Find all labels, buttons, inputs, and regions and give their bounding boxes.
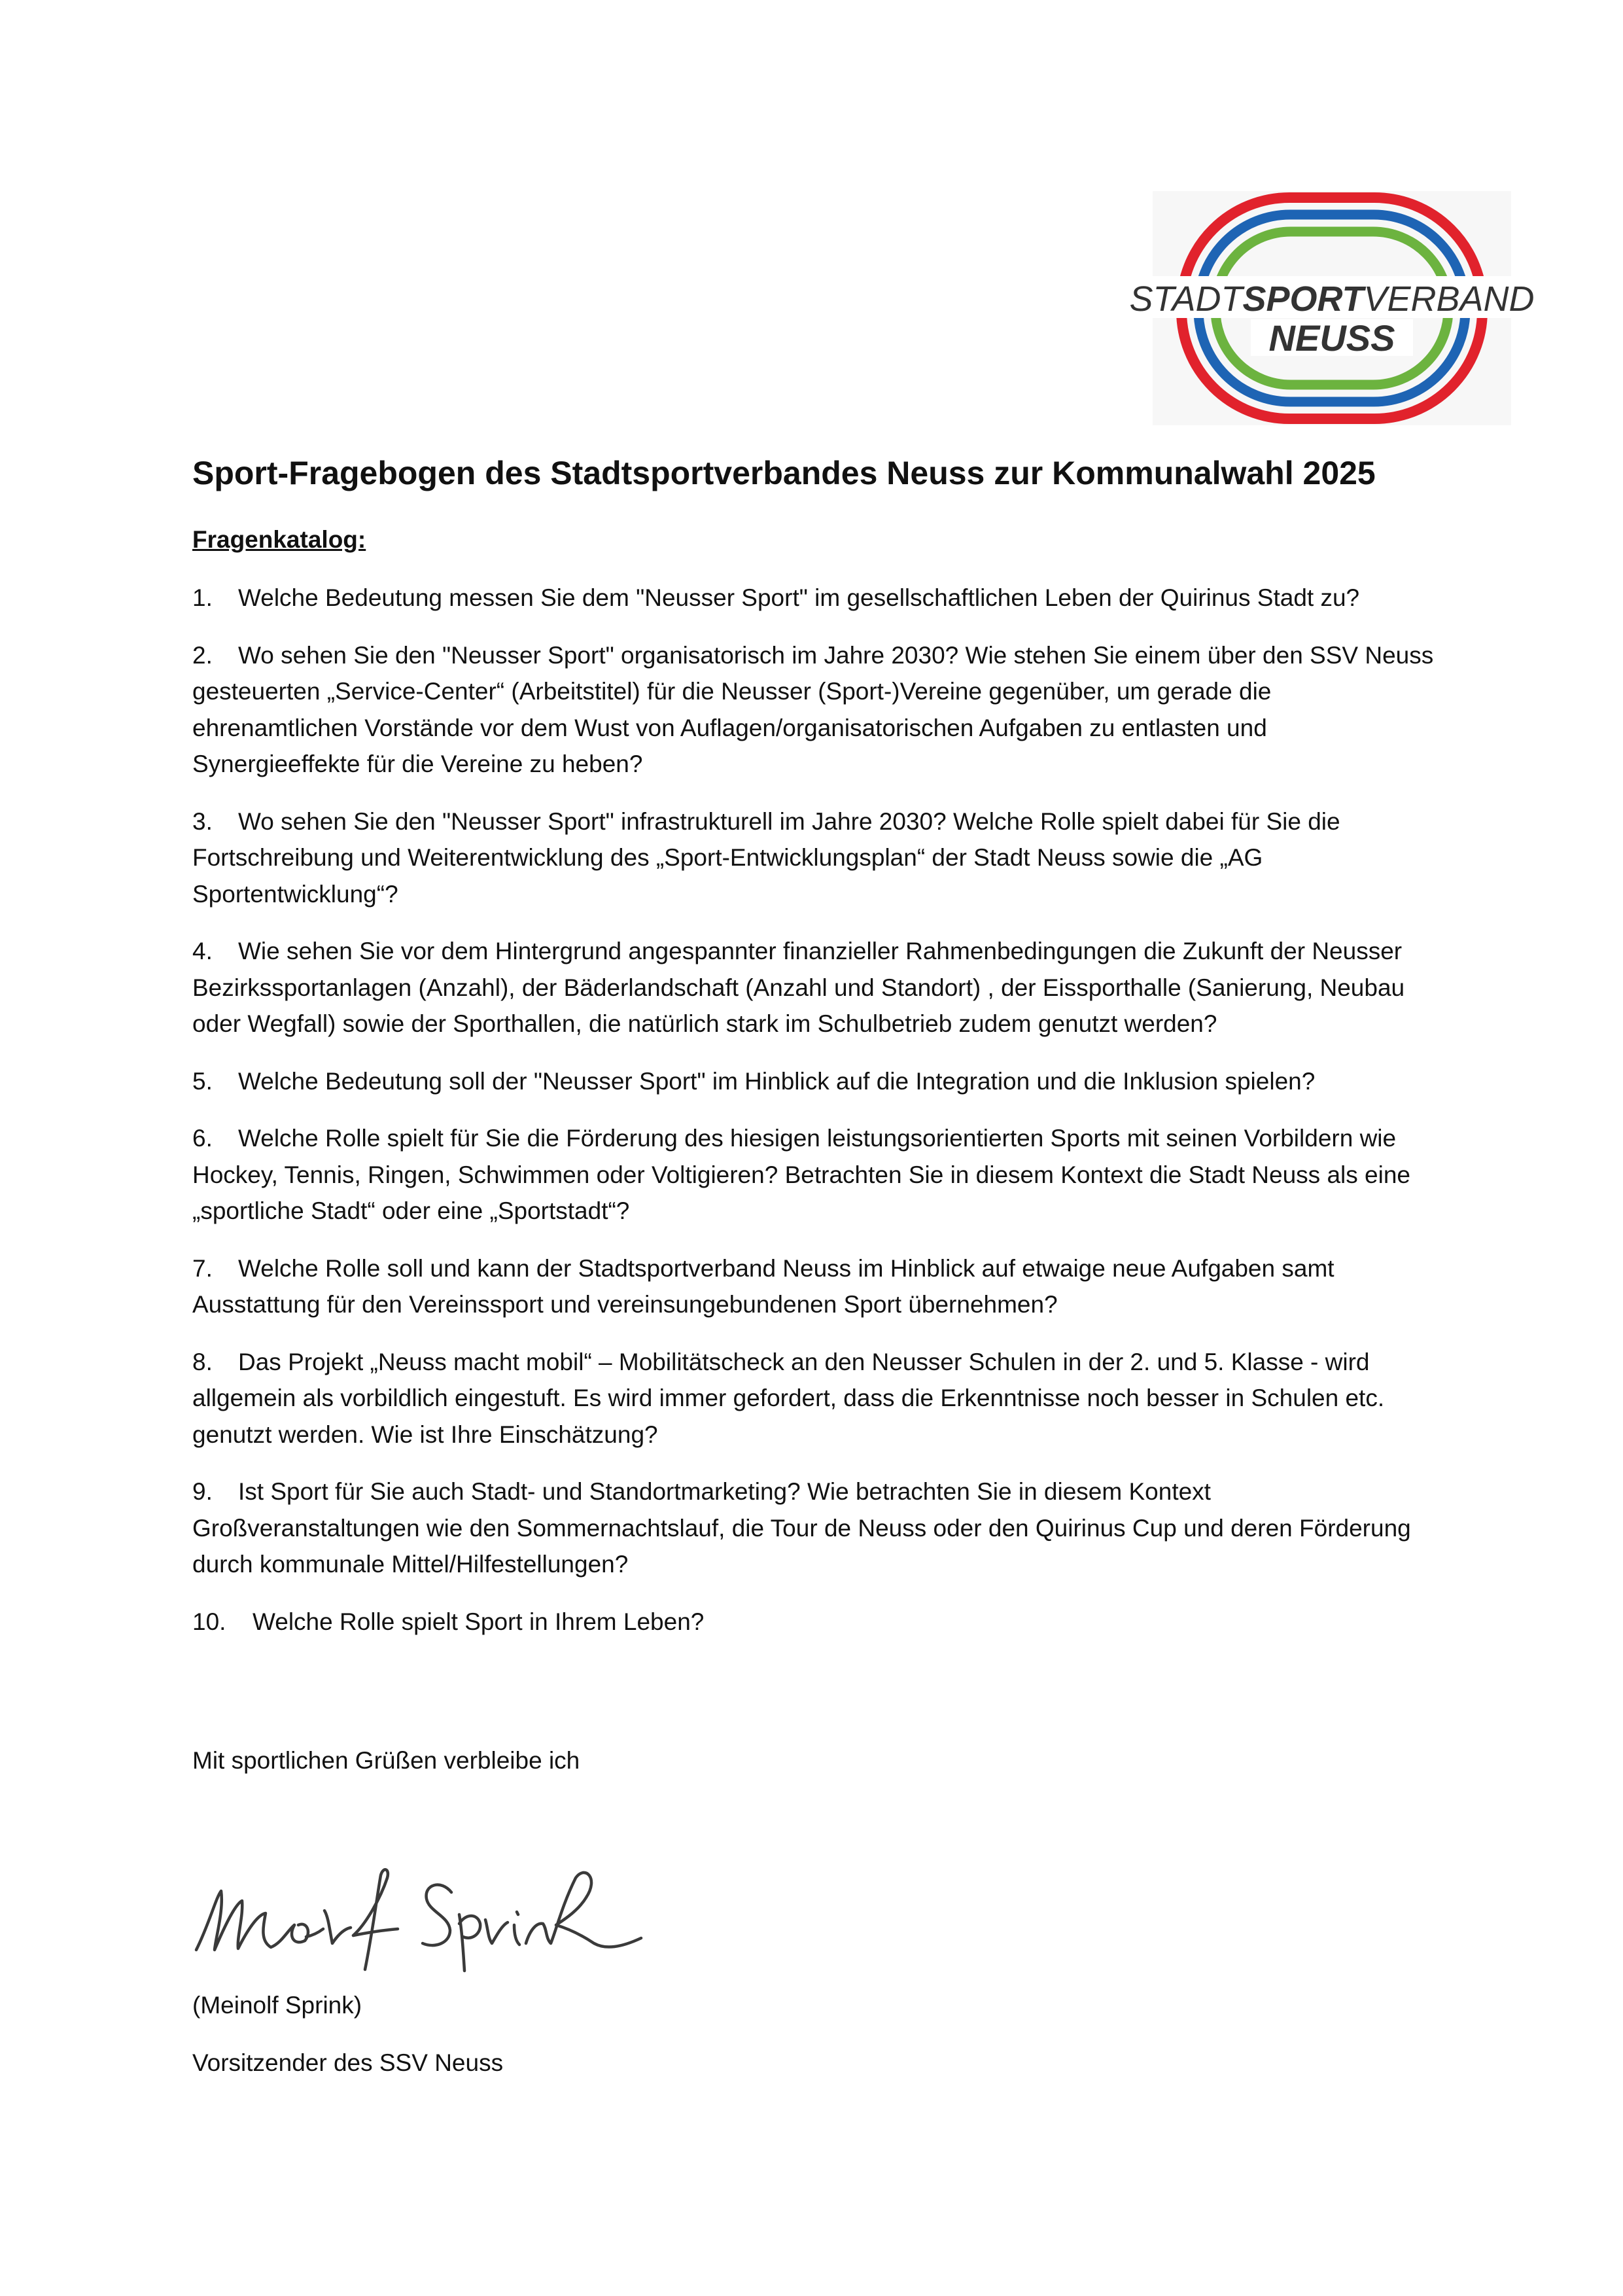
- section-heading: Fragenkatalog:: [192, 526, 366, 553]
- handwritten-signature: [190, 1852, 674, 1983]
- question-item: [192, 637, 1439, 783]
- question-item: [192, 1120, 1439, 1229]
- question-number: 9.: [192, 1478, 213, 1505]
- question-number: 3.: [192, 807, 213, 835]
- question-item: [192, 1474, 1439, 1583]
- question-item: [192, 1344, 1439, 1453]
- stadtsportverband-neuss-logo: [1129, 191, 1535, 425]
- question-item: [192, 580, 1439, 616]
- question-text: Welche Bedeutung soll der "Neusser Sport" im Hinblick auf die Integration und die Inklusion spielen?: [238, 1067, 1316, 1095]
- question-number: 4.: [192, 938, 213, 964]
- signer-name: (Meinolf Sprink): [192, 1992, 362, 2019]
- logo-line2: NEUSS: [1268, 317, 1395, 359]
- signer-role: Vorsitzender des SSV Neuss: [192, 2049, 504, 2076]
- question-text: Wie sehen Sie vor dem Hintergrund angespannter finanzieller Rahmenbedingungen die Zukunft der Neusser Bezirkssportanlagen (Anzahl), der Bäderlandschaft (Anzahl und Standort) , der Eissporthalle (Sanierung, Neubau oder Wegfall) sowie der Sporthallen, die natürlich stark im Schulbetrieb zudem genutzt werden?: [192, 938, 1405, 1037]
- closing-greeting: Mit sportlichen Grüßen verbleibe ich: [192, 1747, 580, 1774]
- question-text: Wo sehen Sie den "Neusser Sport" infrastrukturell im Jahre 2030? Welche Rolle spielt dabei für Sie die Fortschreibung und Weiterentwicklung des „Sport-Entwicklungsplan“ der Stadt Neuss sowie die „AG Sportentwicklung“?: [192, 807, 1340, 908]
- question-item: [192, 804, 1439, 913]
- question-item: [192, 1063, 1439, 1100]
- question-item: [192, 1604, 1439, 1640]
- question-number: 10.: [192, 1608, 226, 1635]
- logo-line1: STADTSPORTVERBAND: [1129, 279, 1535, 319]
- question-text: Welche Rolle soll und kann der Stadtsportverband Neuss im Hinblick auf etwaige neue Aufgaben samt Ausstattung für den Vereinssport und vereinsungebundenen Sport übernehmen?: [192, 1254, 1335, 1318]
- question-number: 7.: [192, 1254, 213, 1282]
- question-number: 2.: [192, 641, 213, 669]
- question-text: Das Projekt „Neuss macht mobil“ – Mobilitätscheck an den Neusser Schulen in der 2. und 5. Klasse - wird allgemein als vorbildlich eingestuft. Es wird immer gefordert, dass die Erkenntnisse noch besser in Schulen etc. genutzt werden. Wie ist Ihre Einschätzung?: [192, 1348, 1385, 1448]
- question-text: Welche Rolle spielt für Sie die Förderung des hiesigen leistungsorientierten Sports mit seinen Vorbildern wie Hockey, Tennis, Ringen, Schwimmen oder Voltigieren? Betrachten Sie in diesem Kontext die Stadt Neuss als eine „sportliche Stadt“ oder eine „Sportstadt“?: [192, 1125, 1410, 1224]
- question-text: Welche Rolle spielt Sport in Ihrem Leben?: [253, 1608, 705, 1635]
- question-text: Wo sehen Sie den "Neusser Sport" organisatorisch im Jahre 2030? Wie stehen Sie einem über den SSV Neuss gesteuerten „Service-Center“ (Arbeitstitel) für die Neusser (Sport-)Vereine gegenüber, um gerade die ehrenamtlichen Vorstände vor dem Wust von Auflagen/organisatorischen Aufgaben zu entlasten und Synergieeffekte für die Vereine zu heben?: [192, 641, 1434, 777]
- question-number: 1.: [192, 584, 213, 611]
- question-item: [192, 933, 1439, 1042]
- question-number: 8.: [192, 1348, 213, 1375]
- question-text: Welche Bedeutung messen Sie dem "Neusser Sport" im gesellschaftlichen Leben der Quirinus Stadt zu?: [238, 584, 1360, 611]
- question-text: Ist Sport für Sie auch Stadt- und Standortmarketing? Wie betrachten Sie in diesem Kontext Großveranstaltungen wie den Sommernachtslauf, die Tour de Neuss oder den Quirinus Cup und deren Förderung durch kommunale Mittel/Hilfestellungen?: [192, 1478, 1411, 1578]
- question-list: [192, 580, 1439, 1661]
- question-number: 5.: [192, 1067, 213, 1095]
- question-number: 6.: [192, 1125, 213, 1152]
- page-title: Sport-Fragebogen des Stadtsportverbandes Neuss zur Kommunalwahl 2025: [192, 455, 1376, 491]
- question-item: [192, 1250, 1439, 1323]
